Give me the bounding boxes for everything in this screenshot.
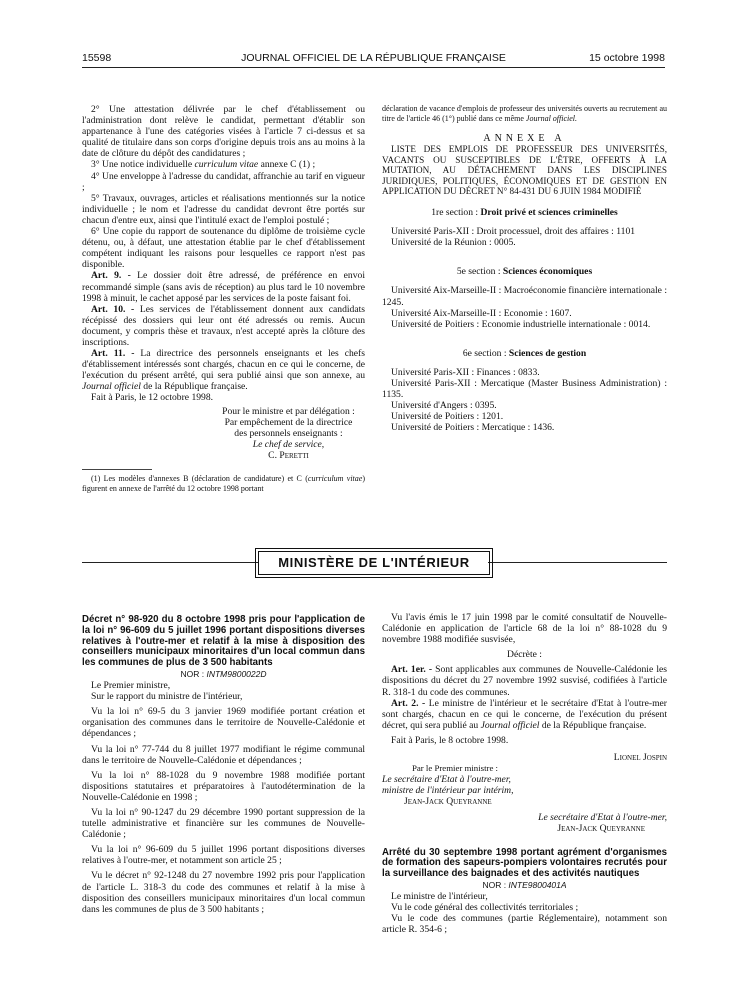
- arrete-title: Arrêté du 30 septembre 1998 portant agrément d'organismes de formation des sapeurs-pompiers volontaires recrutés pour la surveillance des baignades et des activités nautiques: [382, 846, 667, 880]
- list-item: Université de Poitiers : Economie industrielle internationale : 0014.: [391, 318, 651, 330]
- article-1: Art. 1er. - Sont applicables aux communes de Nouvelle-Calédonie les dispositions du décret du 27 novembre 1992 susvisé, codifiées à l'article R. 318-1 du code des communes.: [382, 664, 667, 698]
- section-heading: 1re section : Droit privé et sciences criminelles: [431, 207, 618, 219]
- paragraph: Sur le rapport du ministre de l'intérieur,: [91, 691, 243, 703]
- arrete-nor: NOR : INTE9800401A: [482, 880, 567, 891]
- decree-word: Décrète :: [507, 649, 542, 661]
- paragraph: 3° Une notice individuelle curriculum vitae annexe C (1) ;: [91, 159, 316, 171]
- left-column-bottom: [82, 615, 365, 915]
- header-rule: [82, 67, 665, 68]
- paragraph: 2° Une attestation délivrée par le chef d'établissement ou l'administration dont relève le candidat, permettant d'établir son appartenance à l'une des catégories visées à l'article 7 ci-dessus et sa qualité de titulaire dans son corps d'origine depuis trois ans au moins à la date de clôture du dépôt des candidatures ;: [82, 104, 365, 160]
- footnote: (1) Les modèles d'annexes B (déclaration de candidature) et C (curriculum vitae) figurent en annexe de l'arrêté du 12 octobre 1998 portant: [82, 474, 365, 493]
- done-at: Fait à Paris, le 8 octobre 1998.: [391, 734, 509, 746]
- paragraph: Le ministre de l'intérieur,: [391, 891, 488, 903]
- signature-line: ministre de l'intérieur par intérim,: [382, 785, 514, 797]
- paragraph: Vu la loi n° 96-609 du 5 juillet 1996 portant dispositions diverses relatives à l'outre-mer, et notamment son article 25 ;: [82, 844, 365, 867]
- list-item: Université Paris-XII : Finances : 0833.: [391, 366, 540, 378]
- paragraph: Vu la loi n° 77-744 du 8 juillet 1977 modifiant le régime communal dans le territoire de Nouvelle-Calédonie et dépendances ;: [82, 743, 365, 766]
- list-item: Université de la Réunion : 0005.: [391, 237, 516, 249]
- paragraph: Vu le code des communes (partie Réglementaire), notamment son article R. 354-6 ;: [382, 913, 667, 936]
- list-item: Université de Poitiers : 1201.: [391, 411, 504, 423]
- decree-title: Décret n° 98-920 du 8 octobre 1998 pris pour l'application de la loi n° 96-609 du 5 juillet 1996 portant dispositions diverses relatives à l'outre-mer et relatif à la mise à disposition des conseillers municipaux minoritaires d'un local commun dans les communes de plus de 3 500 habitants: [82, 614, 365, 669]
- paragraph: 5° Travaux, ouvrages, articles et réalisations mentionnés sur la notice individuelle ; le nom et l'adresse du candidat devront être portés sur chacun d'entre eux, ainsi que l'intitulé exact de l'emploi postulé ;: [82, 192, 365, 226]
- article-11: Art. 11. - La directrice des personnels enseignants et les chefs d'établissement intéressés sont chargés, chacun en ce qui le concerne, de l'exécution du présent arrêté, qui sera publié ainsi que son annexe, au Journal officiel de la République française.: [82, 348, 365, 393]
- signature-prime-minister: Lionel Jospin: [613, 752, 667, 764]
- issue-date: 15 octobre 1998: [589, 52, 665, 64]
- article-2: Art. 2. - Le ministre de l'intérieur et le secrétaire d'Etat à l'outre-mer sont chargés, chacun en ce qui le concerne, de l'exécution du présent décret, qui sera publié au Journal officiel de la République française.: [382, 697, 667, 731]
- ministry-heading: MINISTÈRE DE L'INTÉRIEUR: [258, 551, 490, 575]
- annex-title: ANNEXE A: [483, 133, 566, 144]
- paragraph: Vu la loi n° 90-1247 du 29 décembre 1990 portant suppression de la tutelle administrative et financière sur les communes de Nouvelle-Calédonie ;: [82, 807, 365, 841]
- right-column-top: [382, 104, 667, 433]
- section-entries: [382, 367, 667, 434]
- decree-nor: NOR : INTM9800022D: [180, 668, 267, 679]
- section-heading: 6e section : Sciences de gestion: [462, 347, 587, 359]
- section-entries: [382, 226, 667, 248]
- list-item: Université de Poitiers : Mercatique : 1436.: [391, 422, 555, 434]
- page-number: 15598: [82, 52, 112, 64]
- left-column-top: [82, 104, 365, 493]
- footnote-rule: [82, 469, 152, 470]
- signature-name: Jean-Jack Queyranne: [557, 822, 645, 834]
- done-at: Fait à Paris, le 12 octobre 1998.: [91, 392, 214, 404]
- article-9: Art. 9. - Le dossier doit être adressé, de préférence en envoi recommandé simple (sans avis de réception) au plus tard le 10 novembre 1998 à minuit, le cachet apposé par les services de la poste faisant foi.: [82, 270, 365, 304]
- journal-title: JOURNAL OFFICIEL DE LA RÉPUBLIQUE FRANÇAISE: [241, 52, 506, 64]
- signature-block: Pour le ministre et par délégation : Par empêchement de la directrice des personnels enseignants : Le chef de service, C. Peretti: [222, 405, 355, 461]
- paragraph: 4° Une enveloppe à l'adresse du candidat, affranchie au tarif en vigueur ;: [82, 170, 365, 193]
- list-item: Université Paris-XII : Mercatique (Master Business Administration) : 1135.: [382, 378, 667, 401]
- divider: [488, 562, 667, 563]
- list-item: Université Aix-Marseille-II : Macroéconomie financière internationale : 1245.: [382, 285, 667, 308]
- paragraph: Vu la loi n° 69-5 du 3 janvier 1969 modifiée portant création et organisation des communes dans le territoire de Nouvelle-Calédonie et dépendances ;: [82, 706, 365, 740]
- paragraph: Vu le décret n° 92-1248 du 27 novembre 1992 pris pour l'application de l'article L. 318-3 du code des communes et relatif à la mise à disposition des conseillers municipaux minoritaires d'un local commun dans les communes de plus de 3 500 habitants ;: [82, 870, 365, 915]
- list-item: Université d'Angers : 0395.: [391, 400, 497, 412]
- paragraph: Vu l'avis émis le 17 juin 1998 par le comité consultatif de Nouvelle-Calédonie en application de l'article 68 de la loi n° 88-1028 du 9 novembre 1988 modifiée susvisée,: [382, 612, 667, 646]
- annex-list-heading: LISTE DES EMPLOIS DE PROFESSEUR DES UNIVERSITÉS, VACANTS OU SUSCEPTIBLES DE L'ÊTRE, OFFERTS À LA MUTATION, AU DÉTACHEMENT DANS LES DISCIPLINES JURIDIQUES, POLITIQUES, ÉCONOMIQUES ET DE GESTION EN APPLICATION DU DÉCRET N° 84-431 DU 6 JUIN 1984 MODIFIÉ: [382, 144, 667, 197]
- signature-name: Jean-Jack Queyranne: [404, 796, 492, 808]
- paragraph: Vu la loi n° 88-1028 du 9 novembre 1988 modifiée portant dispositions statutaires et préparatoires à l'autodétermination de la Nouvelle-Calédonie en 1998 ;: [82, 769, 365, 803]
- paragraph: Le Premier ministre,: [91, 680, 171, 692]
- paragraph: 6° Une copie du rapport de soutenance du diplôme de troisième cycle détenu, ou, à défaut, une attestation établie par le chef d'établissement compétent indiquant les raisons pour lesquelles ce rapport n'est pas disponible.: [82, 226, 365, 271]
- divider: [82, 562, 258, 563]
- list-item: Université Aix-Marseille-II : Economie : 1607.: [391, 307, 572, 319]
- section-heading: 5e section : Sciences économiques: [456, 266, 593, 278]
- signature-line: Le secrétaire d'Etat à l'outre-mer,: [382, 774, 511, 786]
- article-10: Art. 10. - Les services de l'établissement donnent aux candidats récépissé des dossiers qui leur ont été adressés ou remis. Aucun document, y compris thèse et travaux, n'est accepté après la clôture des inscriptions.: [82, 303, 365, 348]
- signature-line: Le secrétaire d'Etat à l'outre-mer,: [538, 811, 667, 823]
- section-entries: [382, 285, 667, 329]
- page-header: [82, 52, 665, 66]
- paragraph: Vu le code général des collectivités territoriales ;: [391, 902, 579, 914]
- list-item: Université Paris-XII : Droit processuel, droit des affaires : 1101: [391, 226, 636, 238]
- signature-line: Par le Premier ministre :: [412, 763, 498, 774]
- continuation: déclaration de vacance d'emplois de professeur des universités ouverts au recrutement au titre de l'article 46 (1°) publié dans ce même Journal officiel.: [382, 104, 667, 123]
- right-column-bottom: [382, 612, 667, 936]
